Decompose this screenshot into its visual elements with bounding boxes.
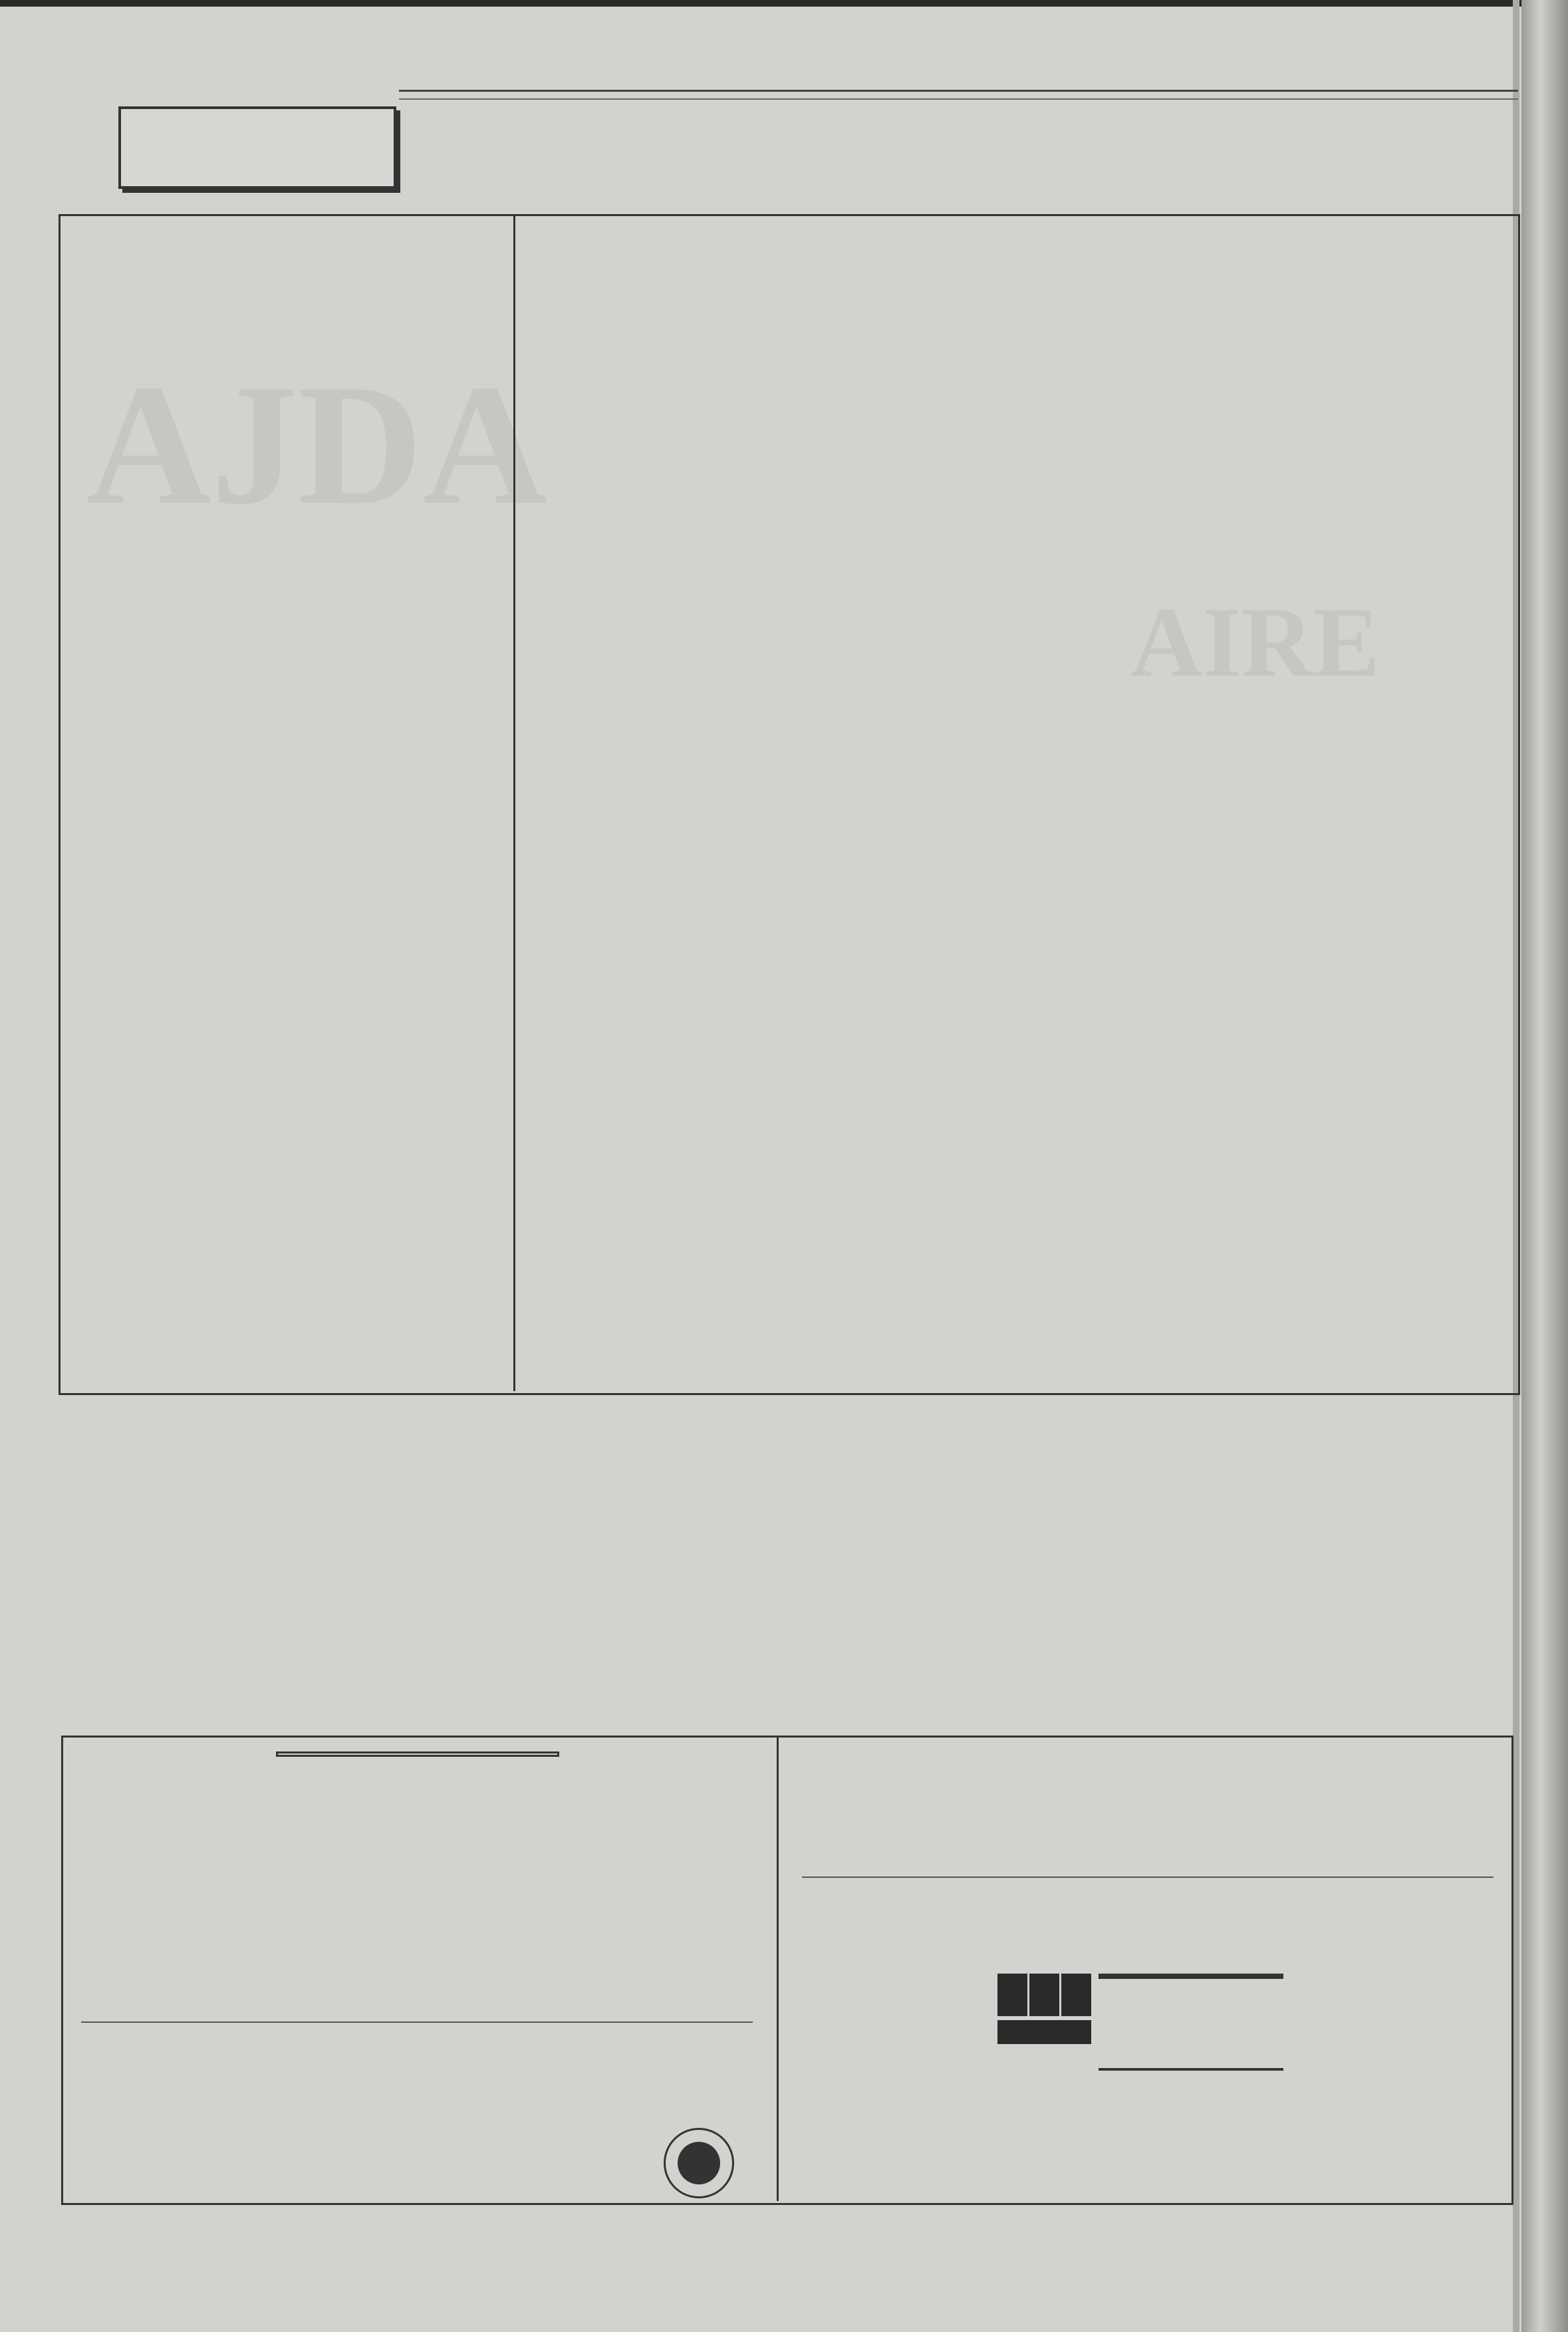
ojd-seal-mark <box>678 2142 720 2184</box>
page-binding-edge <box>1521 0 1568 2332</box>
ajda-logo-subtitle <box>276 1751 559 1757</box>
ajda-logo <box>276 1748 562 1757</box>
header-rule <box>399 98 1518 100</box>
moniteur-line <box>1099 1976 1283 1979</box>
bleed-through-text: AJDA <box>86 349 548 541</box>
cep-letter <box>1061 1974 1091 2016</box>
publication-info-divider <box>777 1736 779 2201</box>
ojd-seal <box>664 2128 734 2198</box>
contents-box <box>59 214 1520 1395</box>
cep-logo <box>997 1974 1093 2067</box>
cep-letter <box>1029 1974 1059 2016</box>
cep-subtitle <box>997 2020 1091 2044</box>
sommaire-title-box <box>118 106 396 189</box>
subscriptions-rule <box>802 1877 1494 1878</box>
address-rule <box>81 2021 753 2023</box>
page-edge <box>0 0 1568 7</box>
header-rule <box>399 90 1518 92</box>
publication-info-box <box>61 1736 1513 2205</box>
contents-divider <box>513 214 515 1391</box>
bleed-through-text: AIRE <box>1130 587 1380 698</box>
moniteur-logo <box>1099 1974 1283 2071</box>
cep-letter <box>997 1974 1027 2016</box>
